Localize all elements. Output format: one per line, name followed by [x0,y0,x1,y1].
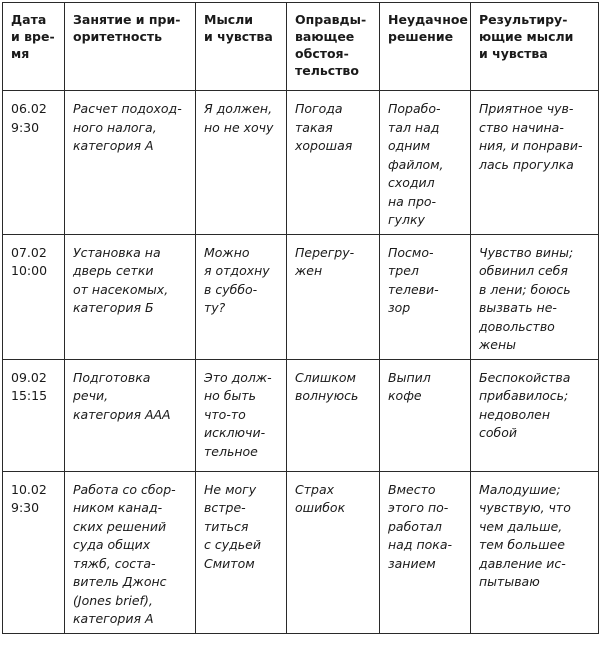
thoughts-cell: Это долж- но быть что-то исключи- тельное [196,359,287,471]
excuse-cell: Слишком волнуюсь [287,359,380,471]
bad-decision-cell: Вместо этого по- работал над пока- занием [380,471,471,633]
activity-cell: Работа со сбор- ником канад- ских решений суда общих тяжб, состa- витель Джонс (Jones brief), категория А [65,471,196,633]
date-cell: 09.02 15:15 [3,359,65,471]
result-cell: Малодушие; чувствую, что чем дальше, тем большее давление ис- пытываю [471,471,599,633]
date-cell: 10.02 9:30 [3,471,65,633]
header-excuse: Оправды- вающее обстоя- тельство [287,3,380,91]
header-date-time: Дата и вре- мя [3,3,65,91]
activity-cell: Подготовка речи, категория ААА [65,359,196,471]
date-cell: 06.02 9:30 [3,91,65,235]
table-row [3,471,599,633]
excuse-cell: Перегру- жен [287,234,380,359]
result-cell: Чувство вины; обвинил себя в лени; боюсь вызвать не- довольство жены [471,234,599,359]
date-cell: 07.02 10:00 [3,234,65,359]
activity-cell: Установка на дверь сетки от насекомых, категория Б [65,234,196,359]
header-result: Результиру- ющие мысли и чувства [471,3,599,91]
bad-decision-cell: Порабо- тал над одним файлом, сходил на про- гулку [380,91,471,235]
bad-decision-cell: Выпил кофе [380,359,471,471]
header-thoughts-feelings: Мысли и чувства [196,3,287,91]
thoughts-cell: Не могу встре- титься с судьей Смитом [196,471,287,633]
excuse-cell: Погода такая хорошая [287,91,380,235]
table-row [3,359,599,471]
excuse-cell: Страх ошибок [287,471,380,633]
header-row [3,3,599,91]
thoughts-cell: Я должен, но не хочу [196,91,287,235]
thoughts-cell: Можно я отдохну в суббо- ту? [196,234,287,359]
activity-log-table [2,2,599,634]
result-cell: Приятное чув- ство начина- ния, и понрави- лась прогулка [471,91,599,235]
result-cell: Беспокойства прибавилось; недоволен собой [471,359,599,471]
table-row [3,234,599,359]
header-bad-decision: Неудачное решение [380,3,471,91]
bad-decision-cell: Посмо- трел телеви- зор [380,234,471,359]
activity-cell: Расчет подоход- ного налога, категория А [65,91,196,235]
table-row [3,91,599,235]
header-activity-priority: Занятие и при- оритетность [65,3,196,91]
